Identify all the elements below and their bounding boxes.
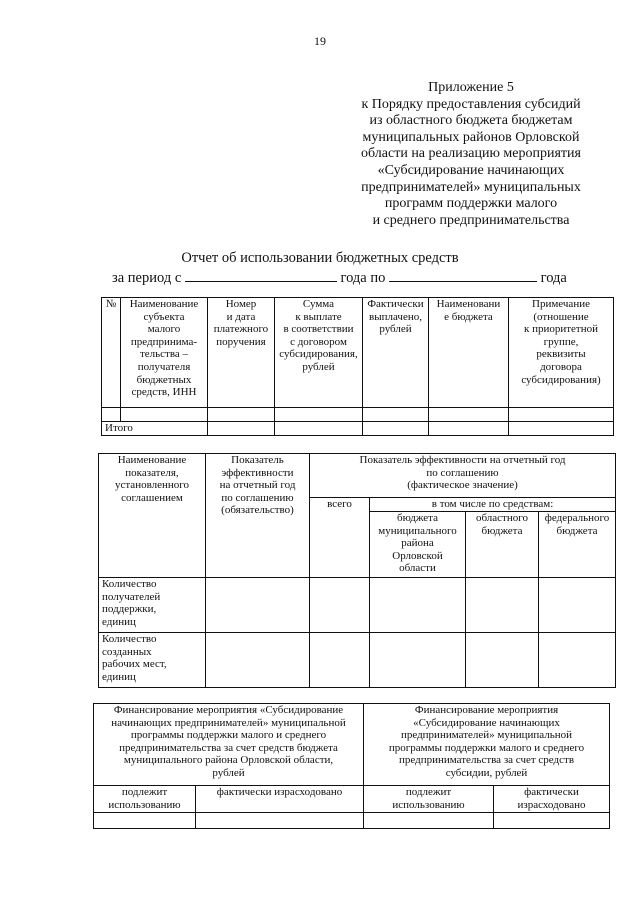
table-row <box>99 633 616 688</box>
appendix-line: из областного бюджета бюджетам <box>369 113 573 129</box>
table-row <box>94 813 610 829</box>
header-by-sources: в том числе по средствам: <box>370 498 616 512</box>
header-spent-municipal: фактически израсходовано <box>196 786 364 813</box>
period-prefix: за период с <box>112 270 182 286</box>
header-actual-indicator: Показатель эффективности на отчетный год по соглашению (фактическое значение) <box>310 454 616 498</box>
row-label-recipients: Количество получателей поддержки, единиц <box>99 578 206 633</box>
header-subsidy-financing: Финансирование мероприятия «Субсидирование начинающих предпринимателей» муниципальной программы поддержки малого и среднего предпринимательства за счет средств субсидии, рублей <box>364 704 610 786</box>
header-recipient: Наименование субъекта малого предпринима- тельства – получателя бюджетных средств, ИНН <box>121 298 208 408</box>
table-row <box>102 408 614 422</box>
appendix-line: «Субсидирование начинающих <box>377 162 565 178</box>
total-row <box>102 422 614 436</box>
header-actually-paid: Фактически выплачено, рублей <box>363 298 429 408</box>
header-municipal-financing: Финансирование мероприятия «Субсидирование начинающих предпринимателей» муниципальной программы поддержки малого и среднего предпринимательства за счет средств бюджета муниципального района Орловской области, рублей <box>94 704 364 786</box>
table-header-row <box>102 298 614 408</box>
page-number: 19 <box>314 34 326 48</box>
appendix-line: и среднего предпринимательства <box>372 212 570 228</box>
header-municipal-budget: бюджета муниципального района Орловской области <box>370 512 466 578</box>
period-mid: года по <box>340 270 386 286</box>
period-suffix: года <box>540 270 567 286</box>
header-federal-budget: федерального бюджета <box>539 512 616 578</box>
header-note: Примечание (отношение к приоритетной группе, реквизиты договора субсидирования) <box>509 298 614 408</box>
table-header-row <box>99 454 616 498</box>
table-row <box>99 578 616 633</box>
period-start-blank <box>185 268 337 282</box>
appendix-line: к Порядку предоставления субсидий <box>361 96 581 112</box>
appendix-line: Приложение 5 <box>428 80 514 95</box>
appendix-line: программ поддержки малого <box>384 196 558 212</box>
report-table <box>101 297 614 436</box>
total-label: Итого <box>102 422 208 436</box>
efficiency-table <box>98 453 616 688</box>
header-payment-order: Номер и дата платежного поручения <box>208 298 275 408</box>
header-indicator-name: Наименование показателя, установленного соглашением <box>99 454 206 578</box>
appendix-line: предпринимателей» муниципальных <box>361 179 581 195</box>
appendix-line: области на реализацию мероприятия <box>361 146 581 162</box>
header-regional-budget: областного бюджета <box>466 512 539 578</box>
header-planned-municipal: подлежит использованию <box>94 786 196 813</box>
header-total: всего <box>310 498 370 578</box>
report-period <box>112 268 567 287</box>
header-planned-subsidy: подлежит использованию <box>364 786 494 813</box>
header-budget-name: Наименовани е бюджета <box>429 298 509 408</box>
table-header-row <box>94 704 610 786</box>
header-amount-due: Сумма к выплате в соответствии с договором субсидирования, рублей <box>275 298 363 408</box>
table-header-row <box>94 786 610 813</box>
header-planned-indicator: Показатель эффективности на отчетный год по соглашению (обязательство) <box>206 454 310 578</box>
appendix-caption <box>340 80 602 229</box>
header-spent-subsidy: фактически израсходовано <box>494 786 610 813</box>
report-title: Отчет об использовании бюджетных средств <box>181 250 459 266</box>
header-number: № <box>102 298 121 408</box>
financing-table <box>93 703 610 829</box>
appendix-line: муниципальных районов Орловской <box>362 129 580 145</box>
row-label-jobs: Количество созданных рабочих мест, единиц <box>99 633 206 688</box>
period-end-blank <box>389 268 537 282</box>
